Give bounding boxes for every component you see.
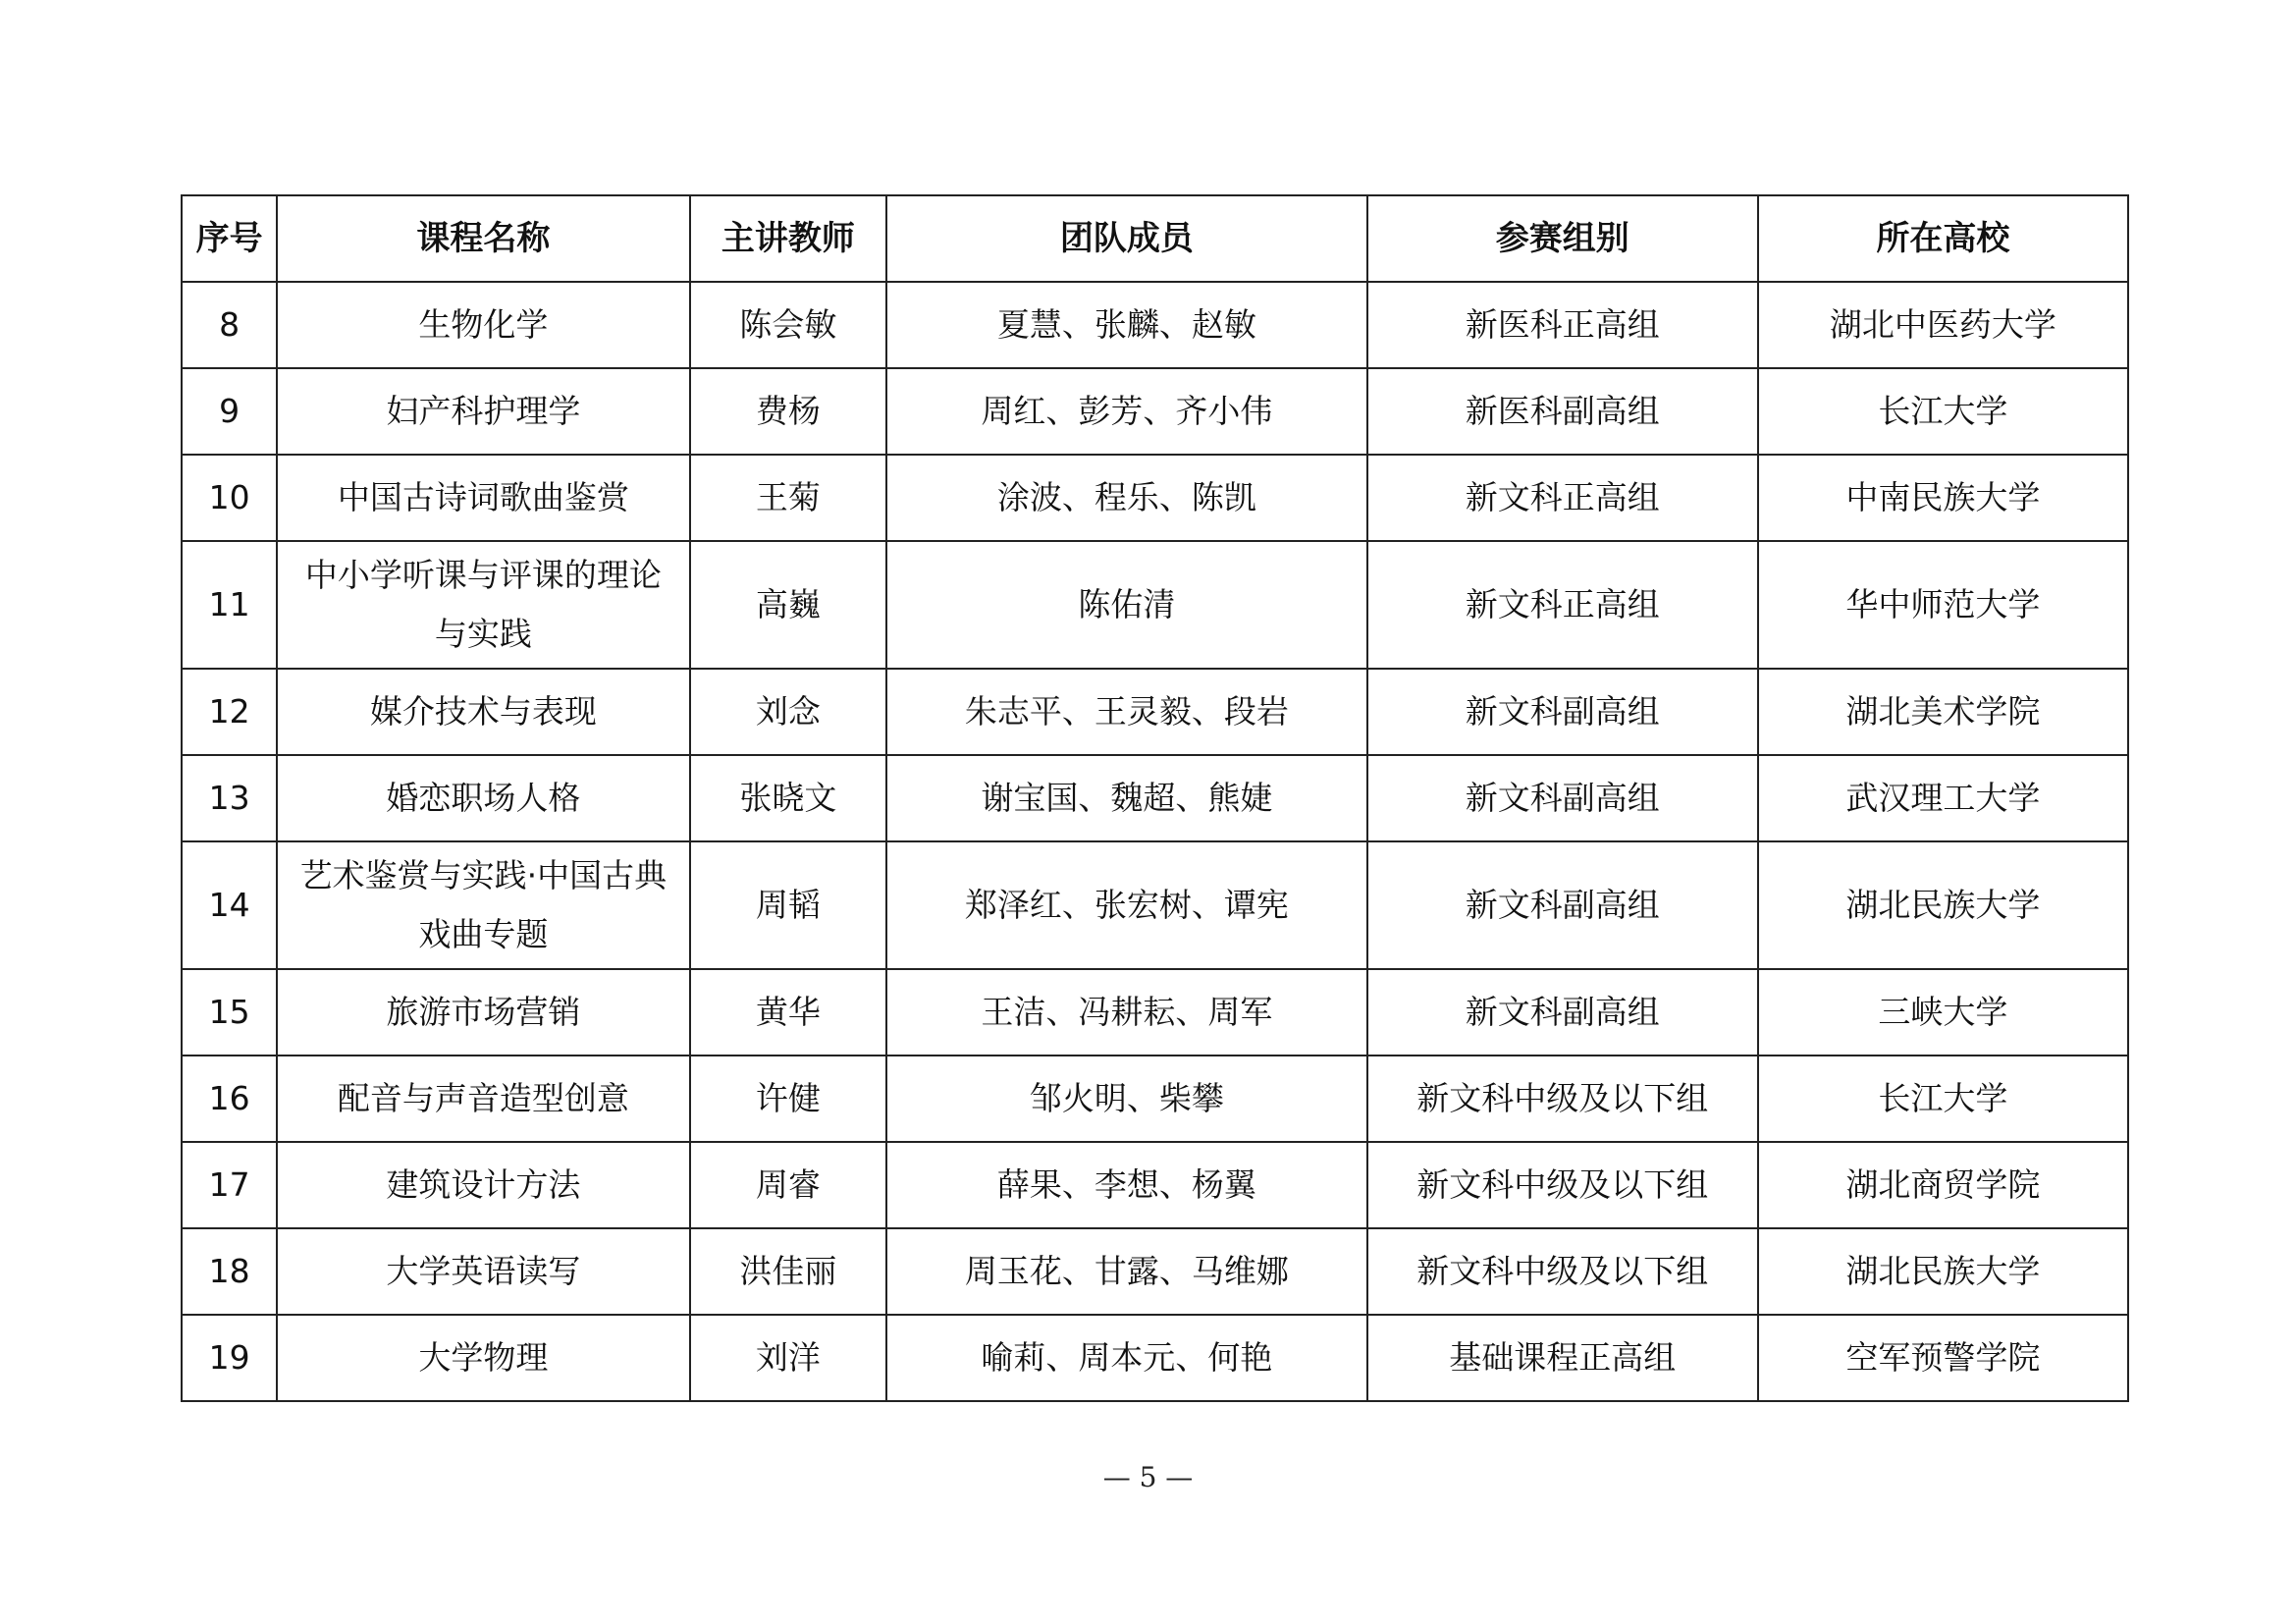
- table-row: [182, 282, 2128, 368]
- cell-members: 王洁、冯耕耘、周军: [886, 969, 1366, 1056]
- cell-school: 湖北民族大学: [1758, 841, 2128, 969]
- cell-teacher: 黄华: [690, 969, 887, 1056]
- course-name-line: 艺术鉴赏与实践·中国古典: [299, 856, 667, 894]
- cell-course: [277, 841, 689, 969]
- table-row: [182, 669, 2128, 755]
- course-table: [181, 194, 2129, 1402]
- course-name-line: 媒介技术与表现: [369, 692, 597, 731]
- table-body: [182, 282, 2128, 1401]
- cell-group: 新文科正高组: [1367, 455, 1758, 541]
- cell-school: 武汉理工大学: [1758, 755, 2128, 841]
- course-name-line: 中国古诗词歌曲鉴赏: [337, 478, 629, 516]
- cell-group: 新文科中级及以下组: [1367, 1142, 1758, 1228]
- cell-teacher: 周韬: [690, 841, 887, 969]
- header-group: 参赛组别: [1367, 195, 1758, 282]
- cell-teacher: 费杨: [690, 368, 887, 455]
- cell-group: 新文科正高组: [1367, 541, 1758, 669]
- cell-members: 邹火明、柴攀: [886, 1056, 1366, 1142]
- header-no: 序号: [182, 195, 277, 282]
- cell-school: 湖北美术学院: [1758, 669, 2128, 755]
- cell-school: 空军预警学院: [1758, 1315, 2128, 1401]
- header-teacher: 主讲教师: [690, 195, 887, 282]
- header-course: 课程名称: [277, 195, 689, 282]
- cell-members: 郑泽红、张宏树、谭宪: [886, 841, 1366, 969]
- cell-group: 新文科副高组: [1367, 755, 1758, 841]
- cell-no: 9: [182, 368, 277, 455]
- course-name-line: 建筑设计方法: [386, 1165, 581, 1204]
- cell-teacher: 高巍: [690, 541, 887, 669]
- table-row: [182, 541, 2128, 669]
- course-name-line: 大学英语读写: [386, 1252, 581, 1290]
- cell-school: 中南民族大学: [1758, 455, 2128, 541]
- cell-teacher: 许健: [690, 1056, 887, 1142]
- course-name-line: 戏曲专题: [418, 915, 549, 953]
- cell-course: [277, 282, 689, 368]
- cell-group: 新文科副高组: [1367, 969, 1758, 1056]
- table-row: [182, 969, 2128, 1056]
- cell-group: 新文科副高组: [1367, 669, 1758, 755]
- cell-no: 13: [182, 755, 277, 841]
- cell-no: 12: [182, 669, 277, 755]
- cell-course: [277, 455, 689, 541]
- page-number: — 5 —: [1102, 1461, 1194, 1493]
- cell-course: [277, 1228, 689, 1315]
- table-row: [182, 455, 2128, 541]
- cell-members: 夏慧、张麟、赵敏: [886, 282, 1366, 368]
- cell-teacher: 刘念: [690, 669, 887, 755]
- table-row: [182, 1142, 2128, 1228]
- course-name-line: 旅游市场营销: [386, 993, 581, 1031]
- table-header-row: [182, 195, 2128, 282]
- cell-school: 湖北民族大学: [1758, 1228, 2128, 1315]
- cell-course: [277, 368, 689, 455]
- cell-no: 10: [182, 455, 277, 541]
- cell-teacher: 洪佳丽: [690, 1228, 887, 1315]
- cell-group: 新文科副高组: [1367, 841, 1758, 969]
- header-school: 所在高校: [1758, 195, 2128, 282]
- cell-no: 14: [182, 841, 277, 969]
- cell-course: [277, 1315, 689, 1401]
- cell-school: 湖北商贸学院: [1758, 1142, 2128, 1228]
- cell-group: 新文科中级及以下组: [1367, 1228, 1758, 1315]
- cell-members: 陈佑清: [886, 541, 1366, 669]
- cell-members: 薛果、李想、杨翼: [886, 1142, 1366, 1228]
- cell-teacher: 刘洋: [690, 1315, 887, 1401]
- cell-members: 喻莉、周本元、何艳: [886, 1315, 1366, 1401]
- cell-no: 15: [182, 969, 277, 1056]
- course-name-line: 中小学听课与评课的理论: [304, 556, 662, 594]
- cell-members: 周玉花、甘露、马维娜: [886, 1228, 1366, 1315]
- course-name-line: 婚恋职场人格: [386, 779, 581, 817]
- table-row: [182, 1228, 2128, 1315]
- course-name-line: 生物化学: [418, 305, 549, 344]
- cell-course: [277, 1142, 689, 1228]
- cell-no: 11: [182, 541, 277, 669]
- course-name-line: 大学物理: [418, 1338, 549, 1377]
- cell-no: 19: [182, 1315, 277, 1401]
- cell-school: 华中师范大学: [1758, 541, 2128, 669]
- cell-no: 18: [182, 1228, 277, 1315]
- cell-group: 新文科中级及以下组: [1367, 1056, 1758, 1142]
- table-row: [182, 368, 2128, 455]
- cell-course: [277, 541, 689, 669]
- table-row: [182, 1315, 2128, 1401]
- header-members: 团队成员: [886, 195, 1366, 282]
- cell-course: [277, 669, 689, 755]
- table-row: [182, 841, 2128, 969]
- cell-members: 涂波、程乐、陈凯: [886, 455, 1366, 541]
- table-row: [182, 755, 2128, 841]
- cell-school: 长江大学: [1758, 368, 2128, 455]
- cell-teacher: 周睿: [690, 1142, 887, 1228]
- cell-members: 朱志平、王灵毅、段岩: [886, 669, 1366, 755]
- cell-group: 基础课程正高组: [1367, 1315, 1758, 1401]
- cell-teacher: 陈会敏: [690, 282, 887, 368]
- cell-school: 湖北中医药大学: [1758, 282, 2128, 368]
- cell-course: [277, 755, 689, 841]
- cell-group: 新医科正高组: [1367, 282, 1758, 368]
- cell-school: 三峡大学: [1758, 969, 2128, 1056]
- cell-group: 新医科副高组: [1367, 368, 1758, 455]
- table-row: [182, 1056, 2128, 1142]
- cell-no: 16: [182, 1056, 277, 1142]
- cell-course: [277, 1056, 689, 1142]
- course-name-line: 配音与声音造型创意: [337, 1079, 629, 1117]
- cell-members: 周红、彭芳、齐小伟: [886, 368, 1366, 455]
- cell-no: 17: [182, 1142, 277, 1228]
- cell-no: 8: [182, 282, 277, 368]
- cell-course: [277, 969, 689, 1056]
- course-name-line: 妇产科护理学: [386, 392, 581, 430]
- cell-members: 谢宝国、魏超、熊婕: [886, 755, 1366, 841]
- course-name-line: 与实践: [434, 615, 532, 653]
- cell-teacher: 王菊: [690, 455, 887, 541]
- cell-teacher: 张晓文: [690, 755, 887, 841]
- cell-school: 长江大学: [1758, 1056, 2128, 1142]
